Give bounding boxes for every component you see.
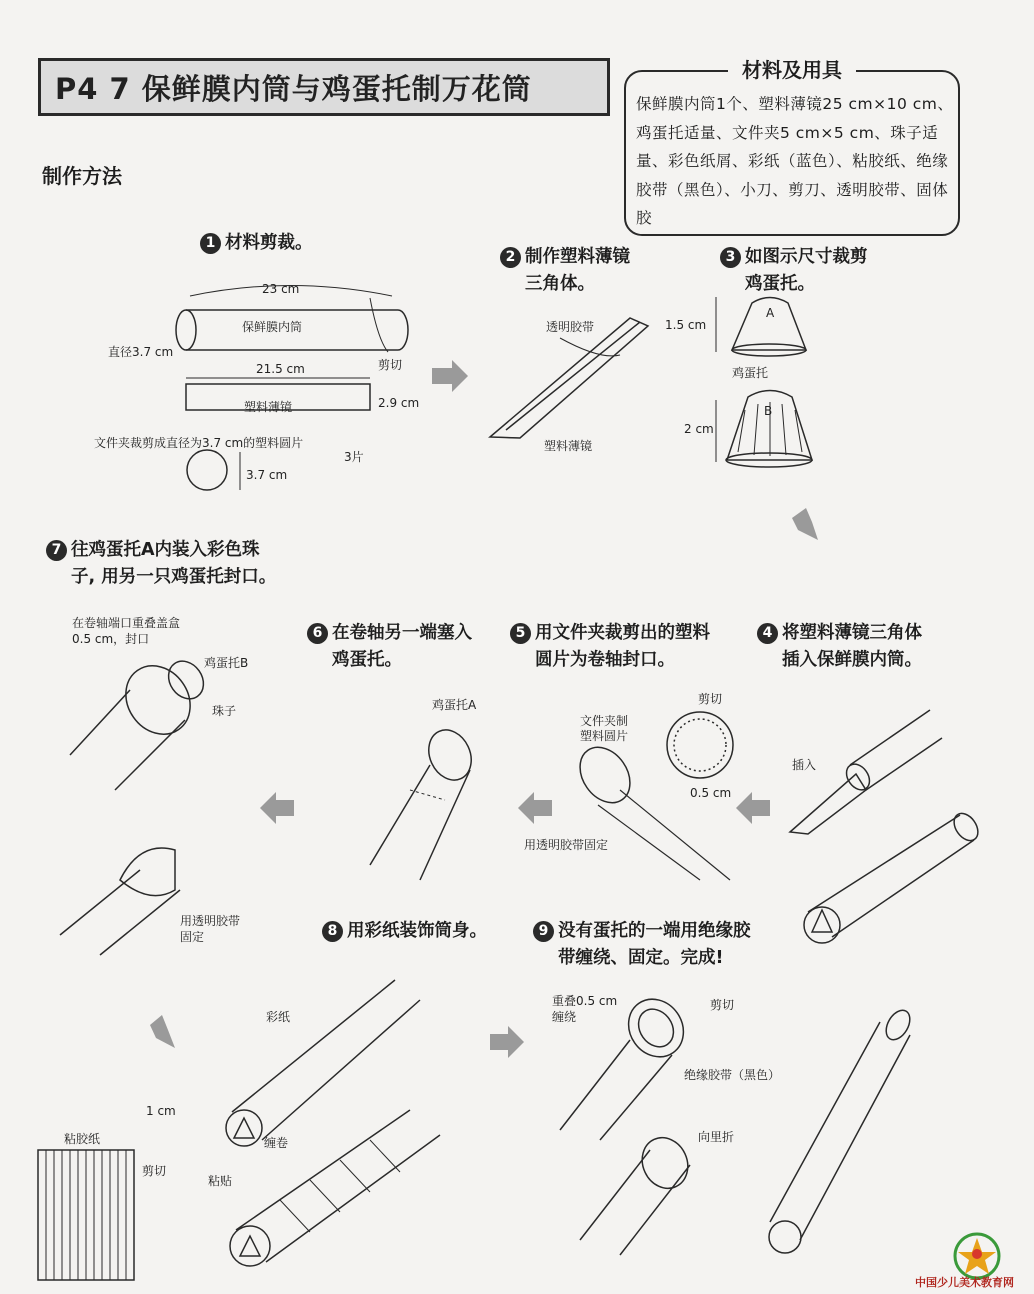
- s3-height-b-label: 2 cm: [684, 422, 714, 436]
- step-8-tube: [226, 980, 440, 1266]
- s4-insert-label: 插入: [792, 758, 817, 772]
- s1-film-label: 塑料薄镜: [244, 400, 293, 414]
- s8-cut-label: 剪切: [142, 1164, 167, 1178]
- arrow-right-1: [432, 360, 468, 392]
- arrow-down-3: [792, 508, 818, 540]
- s7-egg-b-label: 鸡蛋托B: [204, 656, 249, 670]
- s3-egg-label: 鸡蛋托: [732, 366, 769, 380]
- s8-sticky-label: 粘胶纸: [64, 1132, 101, 1146]
- step-1-disk: [187, 450, 227, 490]
- s9-cut-label: 剪切: [710, 998, 735, 1012]
- s1-pieces-label: 3片: [344, 450, 364, 464]
- s3-a-label: A: [766, 306, 775, 320]
- step-6-tube: [370, 723, 479, 880]
- s8-paste-label: 粘贴: [208, 1174, 233, 1188]
- s7-note-line-1: 在卷轴端口重叠盖盒: [72, 616, 181, 630]
- step-2-heading: 2 制作塑料薄镜 三角体。: [500, 244, 630, 298]
- s7-tape-label-1: 用透明胶带: [180, 914, 241, 928]
- arrow-left-4: [736, 792, 770, 824]
- step-5-heading: 5 用文件夹裁剪出的塑料 圆片为卷轴封口。: [510, 620, 710, 674]
- step-3-egg-b: [726, 391, 812, 468]
- s9-tape-label: 绝缘胶带（黑色）: [684, 1068, 781, 1082]
- s1-diameter-label: 直径3.7 cm: [108, 345, 174, 359]
- step-2-prism: [490, 318, 648, 438]
- page-title-text: P4 7 保鲜膜内筒与鸡蛋托制万花筒: [55, 71, 532, 106]
- step-4-tube-prism: [790, 710, 983, 943]
- s5-tape-label: 用透明胶带固定: [524, 838, 609, 852]
- step-3-heading: 3 如图示尺寸裁剪 鸡蛋托。: [720, 244, 868, 298]
- step-7-number: 7: [46, 540, 67, 561]
- arrow-right-8: [490, 1026, 524, 1058]
- step-9-tube: [560, 989, 915, 1255]
- s1-length-label: 23 cm: [262, 282, 300, 296]
- s8-1cm-label: 1 cm: [146, 1104, 176, 1118]
- step-1-number: 1: [200, 233, 221, 254]
- step-6-number: 6: [307, 623, 328, 644]
- materials-text: 保鲜膜内筒1个、塑料薄镜25 cm×10 cm、鸡蛋托适量、文件夹5 cm×5 cm、珠子适量、彩色纸屑、彩纸（蓝色）、粘胶纸、绝缘胶带（黑色）、小刀、剪刀、透明胶带、固体胶: [636, 95, 954, 227]
- s1-disk-label: 3.7 cm: [246, 468, 288, 482]
- s3-height-a-label: 1.5 cm: [665, 318, 707, 332]
- s6-egg-label: 鸡蛋托A: [432, 698, 477, 712]
- watermark-text: 中国少儿美术教育网: [915, 1276, 1014, 1289]
- arrow-down-7: [150, 1015, 175, 1048]
- step-7-assembly: [60, 653, 211, 955]
- s5-disk-label-2: 塑料圆片: [580, 729, 629, 743]
- step-7-heading: 7 往鸡蛋托A内装入彩色珠 子, 用另一只鸡蛋托封口。: [46, 537, 276, 591]
- s2-film-label: 塑料薄镜: [544, 439, 593, 453]
- arrow-left-5: [518, 792, 552, 824]
- step-2-number: 2: [500, 247, 521, 268]
- step-8-sticky-paper: [38, 1150, 134, 1280]
- s1-film-height-label: 2.9 cm: [378, 396, 420, 410]
- step-8-number: 8: [322, 921, 343, 942]
- step-1-heading: 1 材料剪裁。: [200, 230, 313, 257]
- step-6-heading: 6 在卷轴另一端塞入 鸡蛋托。: [307, 620, 472, 674]
- s7-tape-label-2: 固定: [180, 930, 205, 944]
- step-5-number: 5: [510, 623, 531, 644]
- s3-b-label: B: [764, 404, 773, 418]
- step-3-number: 3: [720, 247, 741, 268]
- flow-arrows: [150, 360, 818, 1058]
- step-4-heading: 4 将塑料薄镜三角体 插入保鲜膜内筒。: [757, 620, 922, 674]
- s1-tube-label: 保鲜膜内筒: [242, 320, 303, 334]
- s9-overlap-label-2: 缠绕: [552, 1010, 577, 1024]
- s1-disk-note: 文件夹裁剪成直径为3.7 cm的塑料圆片: [94, 436, 304, 450]
- arrow-left-6: [260, 792, 294, 824]
- step-4-number: 4: [757, 623, 778, 644]
- section-heading: 制作方法: [42, 164, 122, 188]
- s5-margin-label: 0.5 cm: [690, 786, 732, 800]
- s2-tape-label: 透明胶带: [546, 320, 595, 334]
- s1-film-length-label: 21.5 cm: [256, 362, 305, 376]
- s7-note-line-2: 0.5 cm，封口: [72, 632, 150, 646]
- step-9-number: 9: [533, 921, 554, 942]
- step-9-heading: 9 没有蛋托的一端用绝缘胶 带缠绕、固定。完成!: [533, 918, 751, 972]
- s1-cut-label: 剪切: [378, 358, 403, 372]
- s9-fold-label: 向里折: [698, 1130, 735, 1144]
- s8-paper-label: 彩纸: [266, 1010, 291, 1024]
- materials-heading: 材料及用具: [626, 54, 958, 83]
- s9-overlap-label-1: 重叠0.5 cm: [552, 994, 618, 1008]
- s7-beads-label: 珠子: [212, 704, 237, 718]
- s5-disk-label: 文件夹制: [580, 714, 629, 728]
- s5-cut-label: 剪切: [698, 692, 723, 706]
- step-8-heading: 8 用彩纸装饰筒身。: [322, 918, 487, 945]
- s8-wrap-label: 缠卷: [264, 1136, 289, 1150]
